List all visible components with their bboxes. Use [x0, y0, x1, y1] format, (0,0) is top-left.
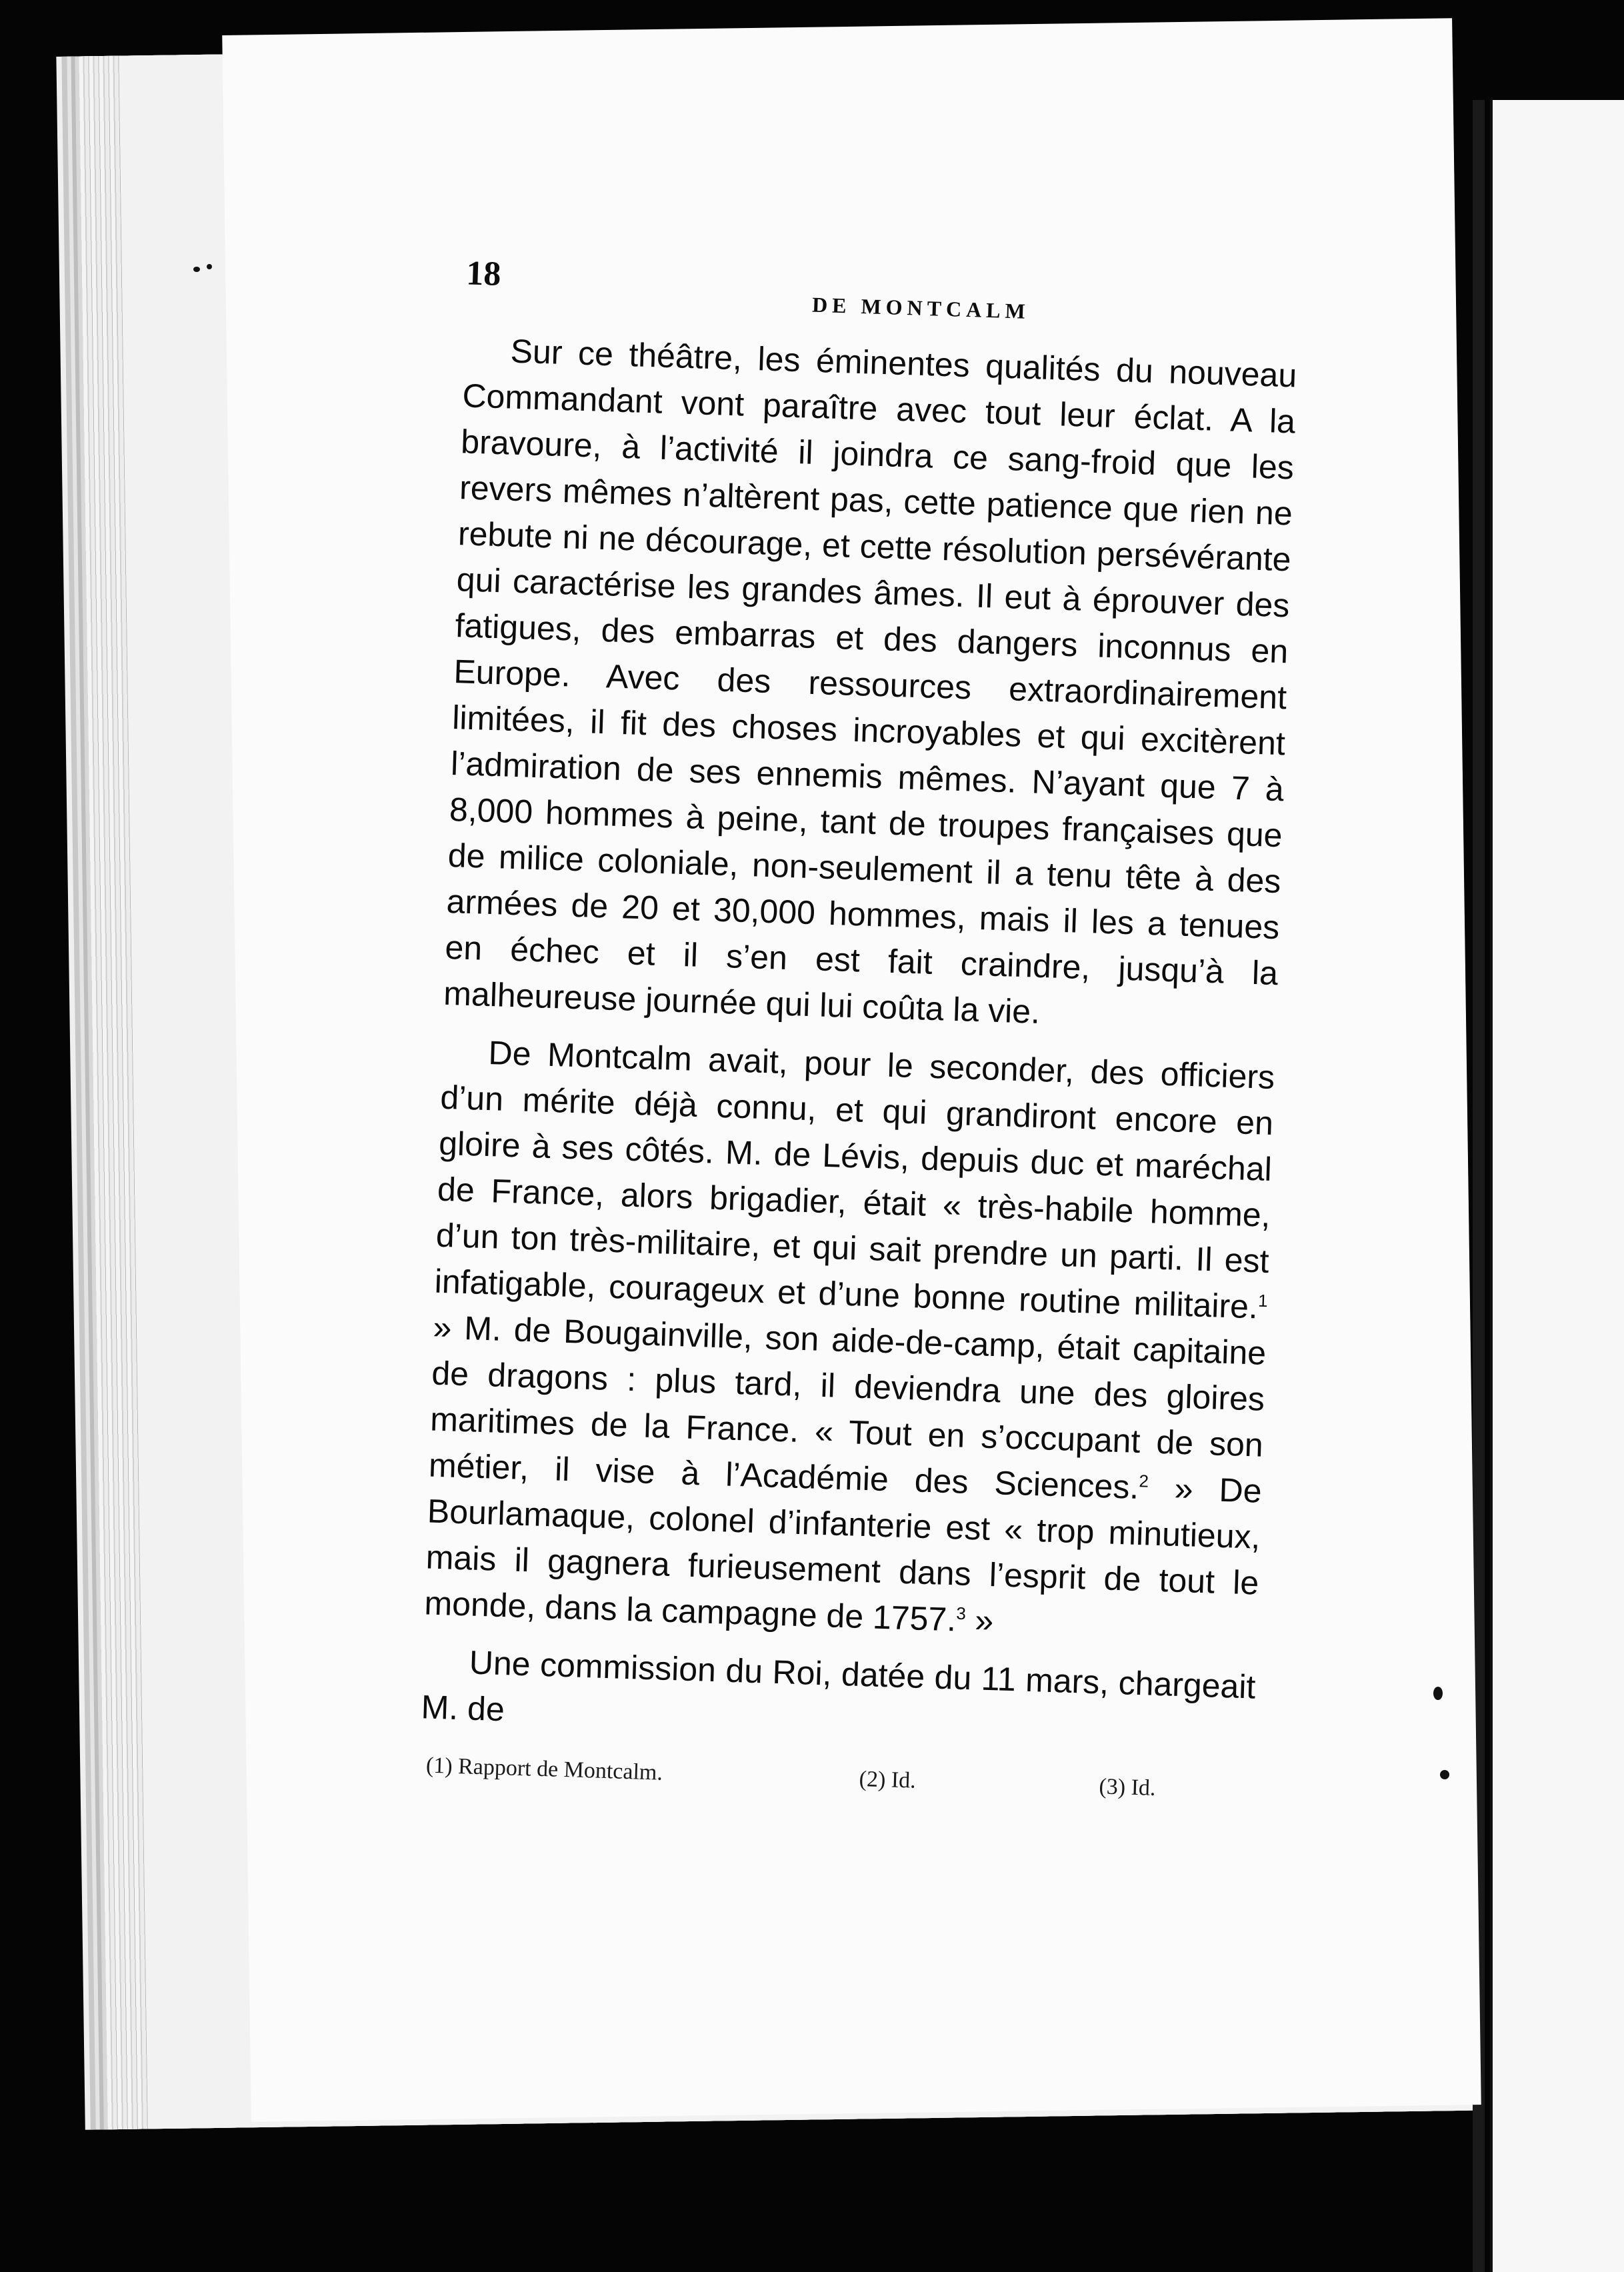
- paragraph-2-text-a: De Montcalm avait, pour le seconder, des officiers d’un mérite déjà connu, et qui grandiront encore en gloire à ses côtés. M. de Lévis, depuis duc et maréchal de France, alors brigadier, était « très-habile homme, d’un ton très-militaire, et qui sait prendre un parti. Il est infatigable, courageux et d’une bonne routine militaire.: [433, 1033, 1275, 1326]
- footnotes: [419, 1753, 1253, 1819]
- paragraph-2: [424, 1029, 1276, 1653]
- paragraph-1: [443, 327, 1297, 1043]
- paragraph-2-text-b: » M. de Bougainville, son aide-de-camp, était capitaine de dragons : plus tard, il deviendra une des gloires maritimes de la France. « Tout en s’occupant de son métier, il vise à l’Académie des Sciences.: [428, 1308, 1267, 1506]
- paragraph-2-text-c: » De Bourlamaque, colonel d’infanterie est « trop minutieux, mais il gagnera furieusement dans l’esprit de tout le monde, dans la campagne de 1757.: [423, 1469, 1263, 1639]
- footnote-3: (3) Id.: [1098, 1774, 1157, 1801]
- scan-speck: [1440, 1770, 1449, 1779]
- scan-speck: [1433, 1687, 1443, 1700]
- footnote-ref-3[interactable]: 3: [955, 1603, 967, 1624]
- footnote-ref-2[interactable]: 2: [1139, 1471, 1149, 1491]
- footnote-ref-1[interactable]: 1: [1257, 1290, 1269, 1311]
- footnote-2: (2) Id.: [859, 1766, 917, 1793]
- paragraph-3-text: Une commission du Roi, datée du 11 mars, chargeait M. de: [420, 1643, 1257, 1729]
- facing-page-edge: [1490, 100, 1624, 2272]
- scan-speck: [207, 264, 212, 269]
- paragraph-1-text: Sur ce théâtre, les éminentes qualités du nouveau Commandant vont paraître avec tout leur éclat. A la bravoure, à l’activité il joindra ce sang-froid que les revers mêmes n’altèrent pas, cette patience que rien ne rebute ni ne décourage, et cette résolution persévérante qui caractérise les grandes âmes. Il eut à éprouver des fatigues, des embarras et des dangers inconnus en Europe. Avec des ressources extraordinairement limitées, il fit des choses incroyables et qui excitèrent l’admiration de ses ennemis mêmes. N’ayant que 7 à 8,000 hommes à peine, tant de troupes françaises que de milice coloniale, non-seulement il a tenu tête à des armées de 20 et 30,000 hommes, mais il les a tenues en échec et il s’en est fait craindre, jusqu’à la malheureuse journée qui lui coûta la vie.: [443, 332, 1298, 1031]
- page-text-block: [413, 253, 1300, 2012]
- paragraph-2-text-d: »: [965, 1601, 995, 1640]
- running-title: DE MONTCALM: [811, 292, 1031, 323]
- paragraph-3: [421, 1638, 1257, 1756]
- footnote-1: (1) Rapport de Montcalm.: [425, 1753, 663, 1785]
- scan-speck: [193, 267, 200, 272]
- page-number: 18: [465, 254, 502, 293]
